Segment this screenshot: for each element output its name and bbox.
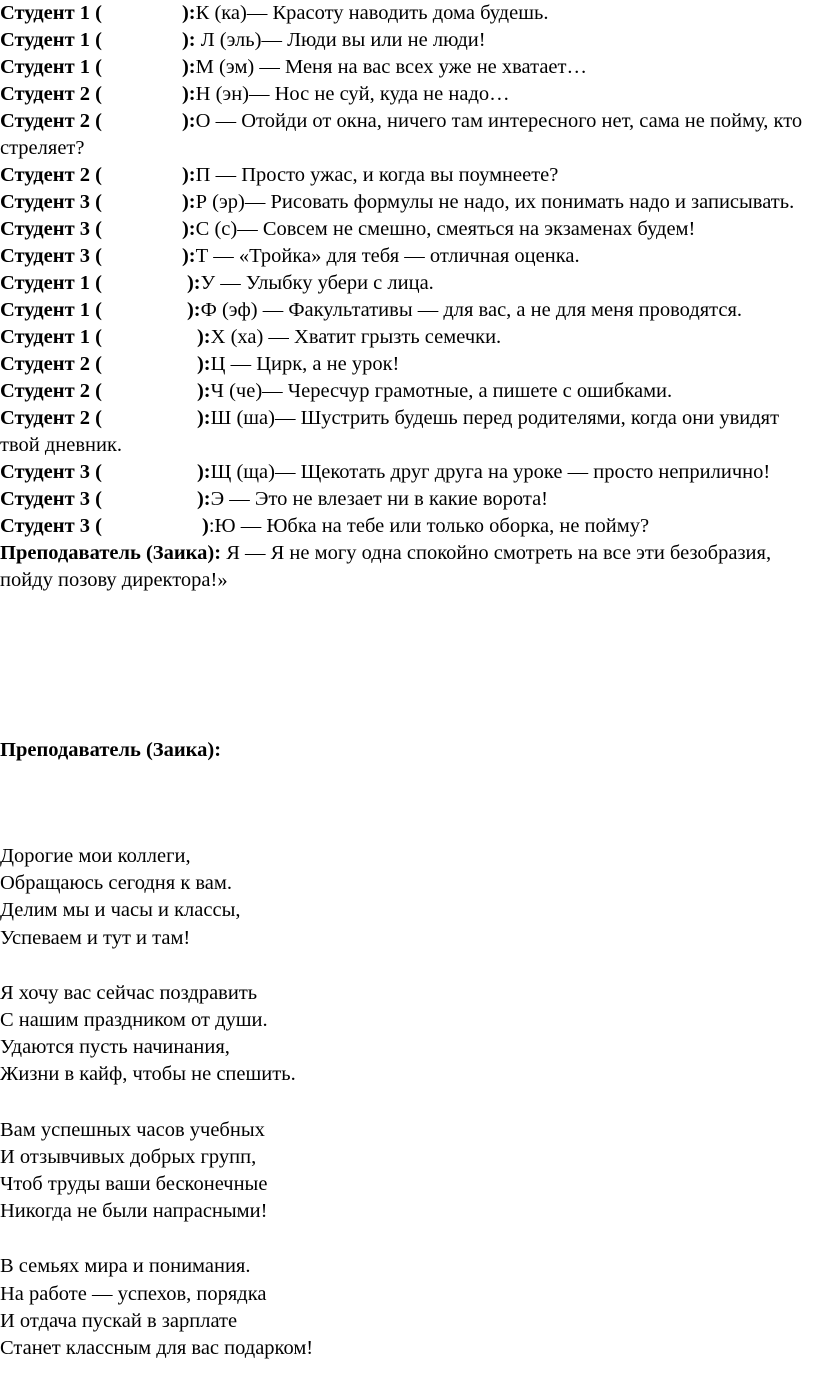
line-text: Л (эль)— Люди вы или не люди!	[195, 29, 486, 51]
dialogue-line	[0, 351, 812, 378]
speaker-close: ):	[186, 299, 201, 321]
speaker-close: ):	[186, 272, 201, 294]
dialogue-line	[0, 513, 812, 540]
speaker-label: Студент 3 (	[0, 191, 102, 213]
poem-stanza	[0, 980, 816, 1089]
speaker-label: Студент 1 (	[0, 56, 102, 78]
speaker-label: Студент 1 (	[0, 2, 102, 24]
line-text: Э — Это не влезает ни в какие ворота!	[210, 488, 549, 510]
poem-line: Удаются пусть начинания,	[0, 1036, 230, 1059]
speaker-close: ):	[181, 2, 196, 24]
speaker-close: ):	[181, 83, 196, 105]
speaker-label: Студент 1 (	[0, 299, 102, 321]
speaker-label: Студент 1 (	[0, 326, 102, 348]
speaker-label: Студент 3 (	[0, 218, 102, 240]
speaker-label: Студент 3 (	[0, 461, 102, 483]
poem-stanza	[0, 1253, 816, 1362]
poem-line: И отзывчивых добрых групп,	[0, 1145, 257, 1168]
poem-line: И отдача пускай в зарплате	[0, 1309, 238, 1332]
poem-stanza	[0, 1117, 816, 1226]
speaker-label: Студент 3 (	[0, 488, 102, 510]
line-text: Ш (ша)— Шустрить будешь перед родителями, когда они увидят твой дневник.	[0, 407, 780, 456]
line-text: Х (ха) — Хватит грызть семечки.	[210, 326, 502, 348]
line-text: Ц — Цирк, а не урок!	[210, 353, 400, 375]
dialogue-line	[0, 81, 812, 108]
poem-stanza	[0, 843, 816, 952]
speaker-label: Студент 2 (	[0, 110, 102, 132]
speaker-close: ):	[181, 29, 196, 51]
document-page	[0, 0, 816, 594]
speaker-close: ):	[196, 353, 211, 375]
teacher-speaker: Преподаватель (Заика):	[0, 542, 222, 564]
speaker-label: Студент 2 (	[0, 83, 102, 105]
dialogue-line	[0, 54, 812, 81]
dialogue-line	[0, 162, 812, 189]
poem	[0, 843, 816, 1390]
poem-line: Станет классным для вас подарком!	[0, 1337, 314, 1360]
speaker-label: Студент 1 (	[0, 29, 102, 51]
line-text: С (с)— Совсем не смешно, смеяться на экзаменах будем!	[195, 218, 696, 240]
section-heading: Преподаватель (Заика):	[0, 739, 222, 761]
poem-line: Вам успешных часов учебных	[0, 1118, 265, 1141]
dialogue-line	[0, 27, 812, 54]
speaker-close: ):	[181, 218, 196, 240]
speaker-label: Студент 2 (	[0, 380, 102, 402]
speaker-label: Студент 2 (	[0, 407, 102, 429]
poem-line: Успеваем и тут и там!	[0, 926, 191, 949]
line-text: П — Просто ужас, и когда вы поумнеете?	[195, 164, 559, 186]
speaker-close: ):	[196, 461, 211, 483]
speaker-close: ):	[181, 245, 196, 267]
poem-line: На работе — успехов, порядка	[0, 1282, 267, 1305]
poem-line: Жизни в кайф, чтобы не спешить.	[0, 1063, 296, 1086]
poem-line: Обращаюсь сегодня к вам.	[0, 872, 233, 895]
dialogue-line	[0, 378, 812, 405]
speaker-close: ):	[196, 407, 211, 429]
speaker-close: ):	[181, 56, 196, 78]
poem-line: Я хочу вас сейчас поздравить	[0, 981, 258, 1004]
speaker-close: ):	[196, 488, 211, 510]
dialogue-line	[0, 297, 812, 324]
speaker-label: Студент 3 (	[0, 245, 102, 267]
dialogue-line	[0, 324, 812, 351]
dialogue-line	[0, 405, 812, 459]
line-text: У — Улыбку убери с лица.	[200, 272, 434, 294]
line-text: Т — «Тройка» для тебя — отличная оценка.	[195, 245, 580, 267]
line-text: О — Отойди от окна, ничего там интересного нет, сама не пойму, кто стреляет?	[0, 110, 803, 159]
speaker-label: Студент 2 (	[0, 353, 102, 375]
dialogue-line	[0, 243, 812, 270]
dialogue-line	[0, 486, 812, 513]
dialogue-line	[0, 189, 812, 216]
poem-line: Чтоб труды ваши бесконечные	[0, 1173, 268, 1196]
speaker-close: ):	[196, 380, 211, 402]
dialogue-line	[0, 459, 812, 486]
poem-line: Никогда не были напрасными!	[0, 1200, 268, 1223]
line-text: :Ю — Юбка на тебе или только оборка, не пойму?	[208, 515, 650, 537]
line-text: Ч (че)— Чересчур грамотные, а пишете с ошибками.	[210, 380, 673, 402]
line-text: Щ (ща)— Щекотать друг друга на уроке — просто неприлично!	[210, 461, 771, 483]
speaker-close: )	[201, 515, 209, 537]
speaker-label: Студент 2 (	[0, 164, 102, 186]
dialogue-block	[0, 0, 816, 540]
speaker-label: Студент 3 (	[0, 515, 102, 537]
dialogue-line	[0, 0, 812, 27]
speaker-close: ):	[196, 326, 211, 348]
line-text: Р (эр)— Рисовать формулы не надо, их понимать надо и записывать.	[195, 191, 795, 213]
line-text: Н (эн)— Нос не суй, куда не надо…	[195, 83, 510, 105]
poem-line: В семьях мира и понимания.	[0, 1255, 251, 1278]
speaker-close: ):	[181, 164, 196, 186]
poem-line: Делим мы и часы и классы,	[0, 899, 241, 922]
dialogue-line	[0, 216, 812, 243]
poem-line: Дорогие мои коллеги,	[0, 845, 191, 867]
dialogue-line	[0, 270, 812, 297]
line-text: Ф (эф) — Факультативы — для вас, а не для меня проводятся.	[200, 299, 743, 321]
line-text: М (эм) — Меня на вас всех уже не хватает…	[195, 56, 587, 78]
speaker-close: ):	[181, 191, 196, 213]
speaker-close: ):	[181, 110, 196, 132]
poem-line: С нашим праздником от души.	[0, 1009, 268, 1032]
line-text: К (ка)— Красоту наводить дома будешь.	[195, 2, 549, 24]
teacher-line	[0, 540, 812, 594]
dialogue-line	[0, 108, 812, 162]
teacher-text: Я — Я не могу одна спокойно смотреть на все эти безобразия, пойду позову директора!»	[0, 542, 772, 591]
speaker-label: Студент 1 (	[0, 272, 102, 294]
